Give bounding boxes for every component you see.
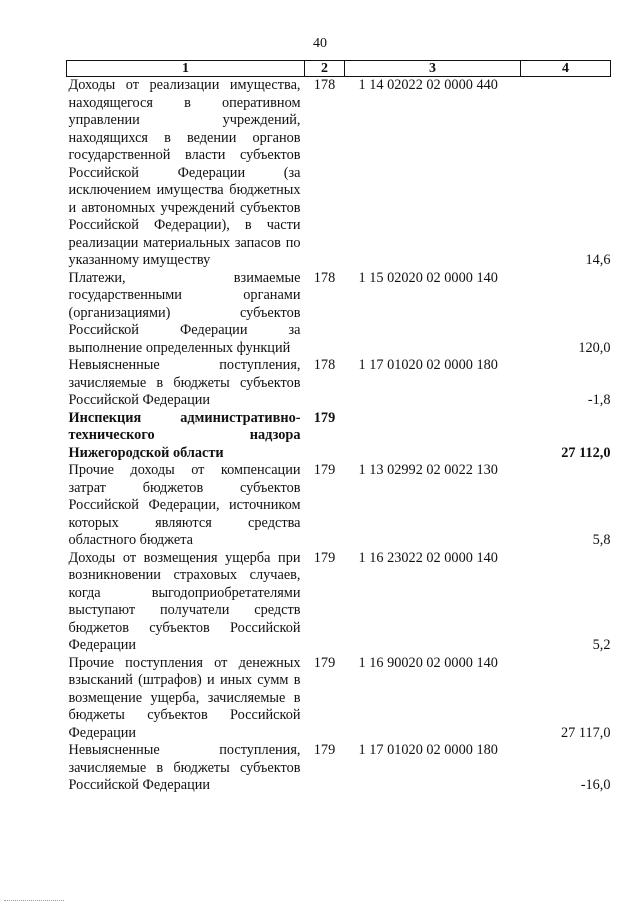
table-row xyxy=(67,357,611,410)
row-admin-code: 179 xyxy=(313,462,336,478)
row-name: Невыясненные поступления, зачисляемые в бюджеты субъектов Российской Федерации xyxy=(68,742,301,793)
row-admin-code: 178 xyxy=(313,77,336,93)
table-row xyxy=(67,77,611,270)
row-admin-code: 179 xyxy=(313,409,336,426)
row-amount: 27 117,0 xyxy=(560,724,611,741)
row-name: Прочие доходы от компенсации затрат бюджетов субъектов Российской Федерации, источником которых являются средства областного бюджета xyxy=(68,462,301,548)
row-budget-code: 1 13 02992 02 0022 130 xyxy=(358,462,498,478)
row-budget-code xyxy=(345,410,521,463)
row-amount: 5,2 xyxy=(592,637,611,653)
row-name: Доходы от реализации имущества, находящегося в оперативном управлении учреждений, находящихся в ведении органов государственной власти субъектов Российской Федерации (за исключением имущества бюджетных и автономных учреждений субъектов Российской Федерации), в части реализации материальных запасов по указанному имуществу xyxy=(68,77,301,268)
page-number: 40 xyxy=(313,36,327,51)
row-name: Невыясненные поступления, зачисляемые в бюджеты субъектов Российской Федерации xyxy=(68,357,301,408)
column-header-3: 3 xyxy=(345,61,521,77)
row-amount: 120,0 xyxy=(578,339,611,356)
scan-artifact xyxy=(4,900,64,903)
row-admin-code: 178 xyxy=(313,269,336,286)
column-header-1: 1 xyxy=(67,61,305,77)
table-row xyxy=(67,550,611,655)
table-row xyxy=(67,462,611,550)
table-row xyxy=(67,742,611,795)
row-name: Доходы от возмещения ущерба при возникновении страховых случаев, когда выгодоприобретателями выступают получатели средств бюджетов субъектов Российской Федерации xyxy=(68,549,301,653)
row-name: Платежи, взимаемые государственными органами (организациями) субъектов Российской Федерации за выполнение определенных функций xyxy=(68,269,301,356)
row-budget-code: 1 16 23022 02 0000 140 xyxy=(358,549,498,566)
table-row xyxy=(67,655,611,743)
row-budget-code: 1 14 02022 02 0000 440 xyxy=(358,77,498,93)
table-body xyxy=(67,77,611,795)
row-amount: -1,8 xyxy=(587,392,611,408)
revenue-table xyxy=(66,60,611,795)
table-header-row xyxy=(67,61,611,77)
row-amount: -16,0 xyxy=(580,777,611,793)
table-row xyxy=(67,270,611,358)
row-admin-code: 179 xyxy=(313,654,336,671)
row-budget-code: 1 15 02020 02 0000 140 xyxy=(358,269,498,286)
column-header-4: 4 xyxy=(521,61,611,77)
row-budget-code: 1 17 01020 02 0000 180 xyxy=(358,357,498,373)
row-amount: 5,8 xyxy=(592,532,611,548)
table-row xyxy=(67,410,611,463)
row-name: Инспекция административно-технического надзора Нижегородской области xyxy=(68,409,301,461)
column-header-2: 2 xyxy=(305,61,345,77)
row-amount: 27 112,0 xyxy=(561,444,611,461)
row-amount: 14,6 xyxy=(585,252,611,268)
row-budget-code: 1 16 90020 02 0000 140 xyxy=(358,654,498,671)
row-admin-code: 179 xyxy=(313,549,336,566)
row-admin-code: 178 xyxy=(313,357,336,373)
row-budget-code: 1 17 01020 02 0000 180 xyxy=(358,742,498,758)
row-admin-code: 179 xyxy=(313,742,336,758)
row-name: Прочие поступления от денежных взысканий (штрафов) и иных сумм в возмещение ущерба, зачисляемые в бюджеты субъектов Российской Федерации xyxy=(68,654,301,741)
